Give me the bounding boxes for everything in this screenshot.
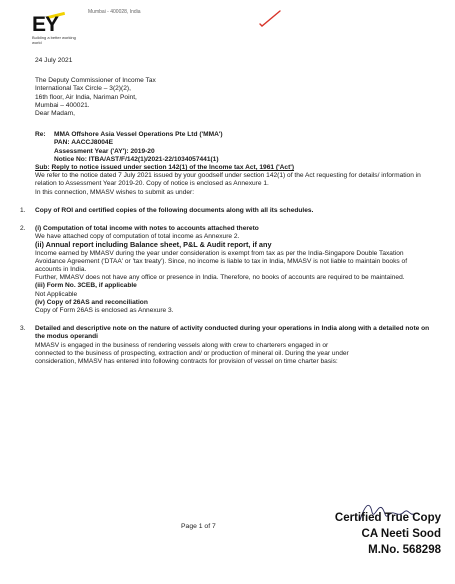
salutation: Dear Madam, (35, 110, 75, 118)
ey-logo (32, 13, 78, 47)
ca-name: CA Neeti Sood (361, 528, 441, 540)
sub-ii-text-2: Further, MMASV does not have any office or presence in India. Therefore, no books of accounts are required to be maintained. (35, 274, 405, 282)
certified-true-copy: Certified True Copy (334, 512, 441, 524)
recipient-address (35, 77, 435, 110)
subject-text: Reply to notice issued under section 142(1) of the Income tax Act, 1961 ('Act') (51, 164, 295, 172)
subject-line (35, 164, 435, 172)
item-number: 2. (20, 225, 26, 233)
re-line: MMA Offshore Asia Vessel Operations Pte Ltd ('MMA') (54, 131, 223, 139)
intro-paragraph: We refer to the notice dated 7 July 2021 issued by your goodself under section 142(1) of the Act requesting for details/ information in relation to Assessment Year 2019-20. Copy of notice is enclosed as Annexure 1. (35, 172, 421, 188)
sub-iii-heading: (iii) Form No. 3CEB, if applicable (35, 282, 137, 290)
connection-paragraph: In this connection, MMASV wishes to submit as under: (35, 188, 195, 196)
item-heading: (i) Computation of total income with notes to accounts attached thereto (35, 225, 259, 233)
re-line: PAN: AACCJ8004E (54, 139, 113, 147)
sub-iv-text: Copy of Form 26AS is enclosed as Annexure 3. (35, 307, 174, 315)
address-line: 16th floor, Air India, Nariman Point, (35, 93, 137, 101)
sub-ii-text-1: Income earned by MMASV during the year under consideration is exempt from tax as per the India-Singapore Double Taxation Avoidance Agreement ('DTAA' or 'tax treaty'). Since, no income is liable to tax in India, MMASV is not liable to maintain books of accounts in India. (35, 249, 408, 274)
top-address: Mumbai - 400028, India (88, 9, 141, 15)
logo-tagline: Building a better working world (32, 35, 76, 45)
address-line: International Tax Circle – 3(2)(2), (35, 85, 131, 93)
item-heading: Detailed and descriptive note on the nature of activity conducted during your operations in India along with a detailed note on the modus operandi (35, 325, 430, 341)
page-number: Page 1 of 7 (181, 523, 216, 530)
item-3-text: MMASV is engaged in the business of rendering vessels along with crew to charterers engaged in or connected to the business of prospecting, extraction and/ or production of mineral oil. During the year under consideration, MMASV has entered into following contracts for provision of vessel on time charter basis: (35, 341, 349, 366)
subject-label: Sub: (35, 164, 50, 172)
letter-body (20, 57, 435, 366)
certification-block (335, 510, 441, 558)
re-line: Notice No: ITBA/AST/F/142(1)/2021-22/1034057441(1) (54, 155, 219, 163)
sub-ii-heading: (ii) Annual report including Balance sheet, P&L & Audit report, if any (35, 240, 272, 250)
item-2-text: We have attached copy of computation of total income as Annexure 2. (35, 233, 240, 241)
letter-date: 24 July 2021 (35, 57, 73, 64)
item-number: 3. (20, 325, 26, 333)
item-3 (20, 325, 435, 341)
sub-iv-heading: (iv) Copy of 26AS and reconciliation (35, 298, 148, 306)
address-line: Mumbai – 400021. (35, 101, 90, 109)
re-line: Assessment Year ('AY'): 2019-20 (54, 147, 155, 155)
sub-iii-text: Not Applicable (35, 290, 78, 298)
re-label: Re: (35, 131, 46, 139)
address-line: The Deputy Commissioner of Income Tax (35, 77, 156, 85)
membership-number: M.No. 568298 (368, 544, 441, 556)
item-number: 1. (20, 206, 26, 214)
item-2 (20, 225, 435, 233)
red-tick-mark-icon (258, 8, 282, 28)
logo-text: EY (32, 13, 59, 36)
item-1 (20, 206, 435, 215)
reference-block (35, 131, 435, 164)
item-heading: Copy of ROI and certified copies of the following documents along with all its schedules. (35, 206, 314, 214)
